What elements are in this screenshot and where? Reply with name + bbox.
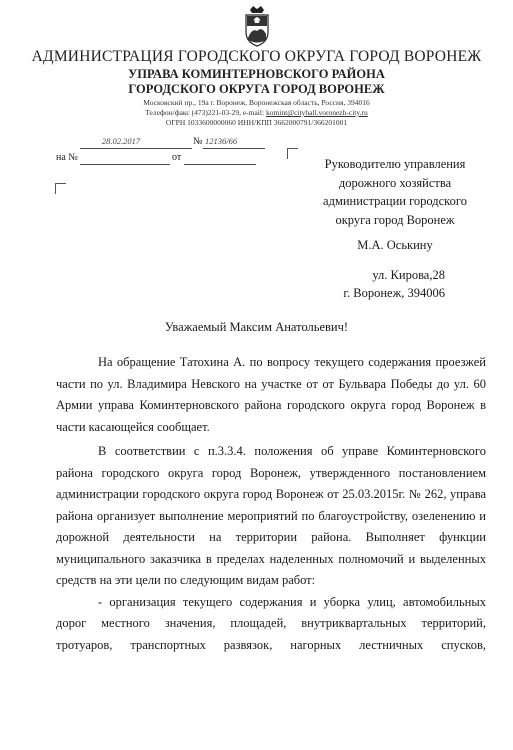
body-paragraph: В соответствии с п.3.3.4. положения об управе Коминтерновского района городского округа город Воронеж, утвержденного постановлением администрации городского округа город Воронеж от 25.03.2015г. № 262, управа района организует выполнение мероприятий по благоустройству, озеленению и дорожной деятельности на территории района. Выполняет функции муниципального заказчика в пределах наделенных полномочий и выделенных средств на эти цели по следующим видам работ:	[56, 444, 486, 587]
header-uprava-title: УПРАВА КОМИНТЕРНОВСКОГО РАЙОНА	[128, 67, 385, 81]
reply-to-number-line	[80, 164, 170, 165]
header-email-link[interactable]: komint@cityhall.voronezh-city.ru	[265, 108, 368, 117]
recipient-street: ул. Кирова,28	[372, 268, 445, 282]
body-paragraph: На обращение Татохина А. по вопросу текущего содержания проезжей части по ул. Владимира Невского на участке от от Бульвара Победы до ул. 60 Армии управа Коминтерновского района городского округа город Воронеж в части касающейся сообщает.	[56, 355, 486, 434]
recipient-line: округа город Воронеж	[335, 212, 455, 227]
recipient-title	[300, 155, 490, 229]
recipient-name: М.А. Оськину	[357, 238, 433, 252]
address-corner-mark-left	[55, 183, 66, 194]
header-ogrn: ОГРН 1033600000060 ИНН/КПП 3662000791/366201001	[165, 118, 348, 127]
header-city-title: ГОРОДСКОГО ОКРУГА ГОРОД ВОРОНЕЖ	[128, 82, 385, 96]
reply-to-date-label: от	[172, 152, 182, 163]
recipient-line: администрации городского	[323, 194, 467, 208]
greeting: Уважаемый Максим Анатольевич!	[164, 320, 349, 334]
reply-to-date-line	[184, 164, 256, 165]
address-corner-mark-top	[287, 148, 298, 159]
registration-number-label: №	[193, 136, 203, 147]
letter-body	[56, 352, 486, 656]
header-contacts	[0, 108, 513, 117]
recipient-line: дорожного хозяйства	[338, 175, 452, 190]
registration-number: 12136/66	[205, 136, 238, 146]
body-paragraph: - организация текущего содержания и уборка улиц, автомобильных дорог местного значения, площадей, внутриквартальных территорий, тротуаров, транспортных развязок, нагорных лестничных спусков,	[56, 594, 486, 652]
header-administration-title: АДМИНИСТРАЦИЯ ГОРОДСКОГО ОКРУГА ГОРОД ВОРОНЕЖ	[31, 48, 482, 65]
reply-to-number-label: на №	[56, 152, 78, 163]
coat-of-arms-emblem-icon	[242, 4, 272, 48]
registration-date-line	[80, 148, 192, 149]
registration-date: 28.02.2017	[101, 136, 141, 146]
registration-number-line	[203, 148, 265, 149]
recipient-line: Руководителю управления	[324, 157, 466, 171]
header-address: Московский пр., 19а г. Воронеж, Воронежская область, Россия, 394016	[143, 98, 370, 107]
header-phone: Телефон/факс (473)221-03-29, e-mail:	[145, 108, 265, 117]
recipient-city: г. Воронеж, 394006	[343, 286, 445, 300]
